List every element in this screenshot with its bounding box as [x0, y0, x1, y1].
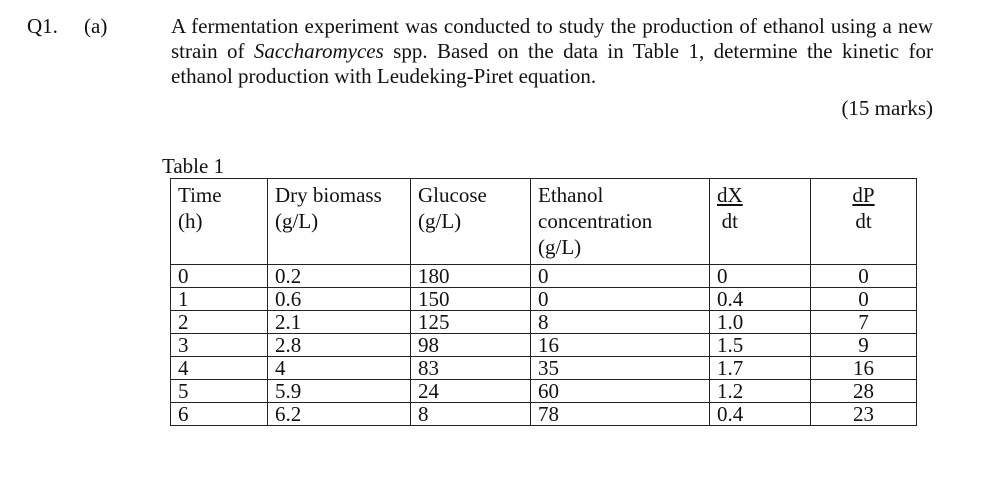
- cell-dxdt: 1.7: [710, 357, 811, 380]
- header-biomass-unit: (g/L): [275, 209, 319, 233]
- cell-time: 6: [171, 403, 268, 426]
- cell-dpdt: 28: [811, 380, 917, 403]
- header-biomass-label: Dry biomass: [275, 183, 382, 207]
- cell-dxdt: 0.4: [710, 288, 811, 311]
- cell-glucose: 125: [411, 311, 531, 334]
- question-text-after: spp. Based on the data in Table 1, determine the kinetic for ethanol production with Leudeking-Piret equation.: [171, 39, 933, 88]
- cell-time: 3: [171, 334, 268, 357]
- cell-dpdt: 9: [811, 334, 917, 357]
- cell-time: 1: [171, 288, 268, 311]
- header-ethanol-label-2: concentration: [538, 209, 653, 233]
- cell-dpdt: 0: [811, 288, 917, 311]
- cell-glucose: 83: [411, 357, 531, 380]
- header-glucose-label: Glucose: [418, 183, 487, 207]
- cell-ethanol: 8: [531, 311, 710, 334]
- dpdt-denominator: dt: [855, 209, 872, 233]
- table-row: [171, 403, 917, 426]
- dpdt-fraction: [852, 182, 874, 234]
- cell-ethanol: 60: [531, 380, 710, 403]
- question-text: [171, 14, 933, 89]
- header-dxdt: [710, 179, 811, 265]
- cell-time: 0: [171, 265, 268, 288]
- question-text-before: A fermentation experiment was conducted to study the production of ethanol using a new strain of: [171, 14, 933, 63]
- cell-biomass: 2.8: [268, 334, 411, 357]
- table-row: [171, 334, 917, 357]
- dxdt-denominator: dt: [721, 209, 738, 233]
- header-time-unit: (h): [178, 209, 203, 233]
- question-number: Q1.: [27, 14, 58, 38]
- dxdt-fraction: [717, 182, 743, 234]
- cell-dxdt: 0: [710, 265, 811, 288]
- header-glucose: [411, 179, 531, 265]
- cell-glucose: 8: [411, 403, 531, 426]
- cell-dxdt: 0.4: [710, 403, 811, 426]
- organism-name: Saccharomyces: [253, 39, 384, 63]
- dpdt-numerator: dP: [852, 183, 875, 207]
- table-caption: Table 1: [162, 154, 225, 178]
- cell-glucose: 180: [411, 265, 531, 288]
- cell-glucose: 98: [411, 334, 531, 357]
- cell-ethanol: 78: [531, 403, 710, 426]
- cell-dpdt: 16: [811, 357, 917, 380]
- cell-dxdt: 1.2: [710, 380, 811, 403]
- cell-dpdt: 7: [811, 311, 917, 334]
- cell-glucose: 150: [411, 288, 531, 311]
- cell-biomass: 4: [268, 357, 411, 380]
- cell-time: 5: [171, 380, 268, 403]
- header-biomass: [268, 179, 411, 265]
- table-row: [171, 265, 917, 288]
- header-dpdt: [811, 179, 917, 265]
- header-time-label: Time: [178, 183, 222, 207]
- header-ethanol-label: Ethanol: [538, 183, 604, 207]
- cell-time: 2: [171, 311, 268, 334]
- cell-ethanol: 0: [531, 265, 710, 288]
- header-ethanol: [531, 179, 710, 265]
- cell-ethanol: 0: [531, 288, 710, 311]
- cell-time: 4: [171, 357, 268, 380]
- cell-dxdt: 1.0: [710, 311, 811, 334]
- cell-dxdt: 1.5: [710, 334, 811, 357]
- header-glucose-unit: (g/L): [418, 209, 462, 233]
- cell-biomass: 6.2: [268, 403, 411, 426]
- cell-glucose: 24: [411, 380, 531, 403]
- cell-ethanol: 16: [531, 334, 710, 357]
- cell-biomass: 2.1: [268, 311, 411, 334]
- header-time: [171, 179, 268, 265]
- cell-biomass: 0.2: [268, 265, 411, 288]
- question-part: (a): [84, 14, 108, 38]
- cell-biomass: 5.9: [268, 380, 411, 403]
- table-row: [171, 288, 917, 311]
- header-ethanol-unit: (g/L): [538, 235, 582, 259]
- cell-dpdt: 23: [811, 403, 917, 426]
- cell-dpdt: 0: [811, 265, 917, 288]
- table-row: [171, 311, 917, 334]
- cell-ethanol: 35: [531, 357, 710, 380]
- table-row: [171, 357, 917, 380]
- dxdt-numerator: dX: [717, 183, 743, 207]
- marks-label: (15 marks): [841, 96, 933, 120]
- data-table: [170, 178, 917, 426]
- cell-biomass: 0.6: [268, 288, 411, 311]
- table-header-row: [171, 179, 917, 265]
- table-row: [171, 380, 917, 403]
